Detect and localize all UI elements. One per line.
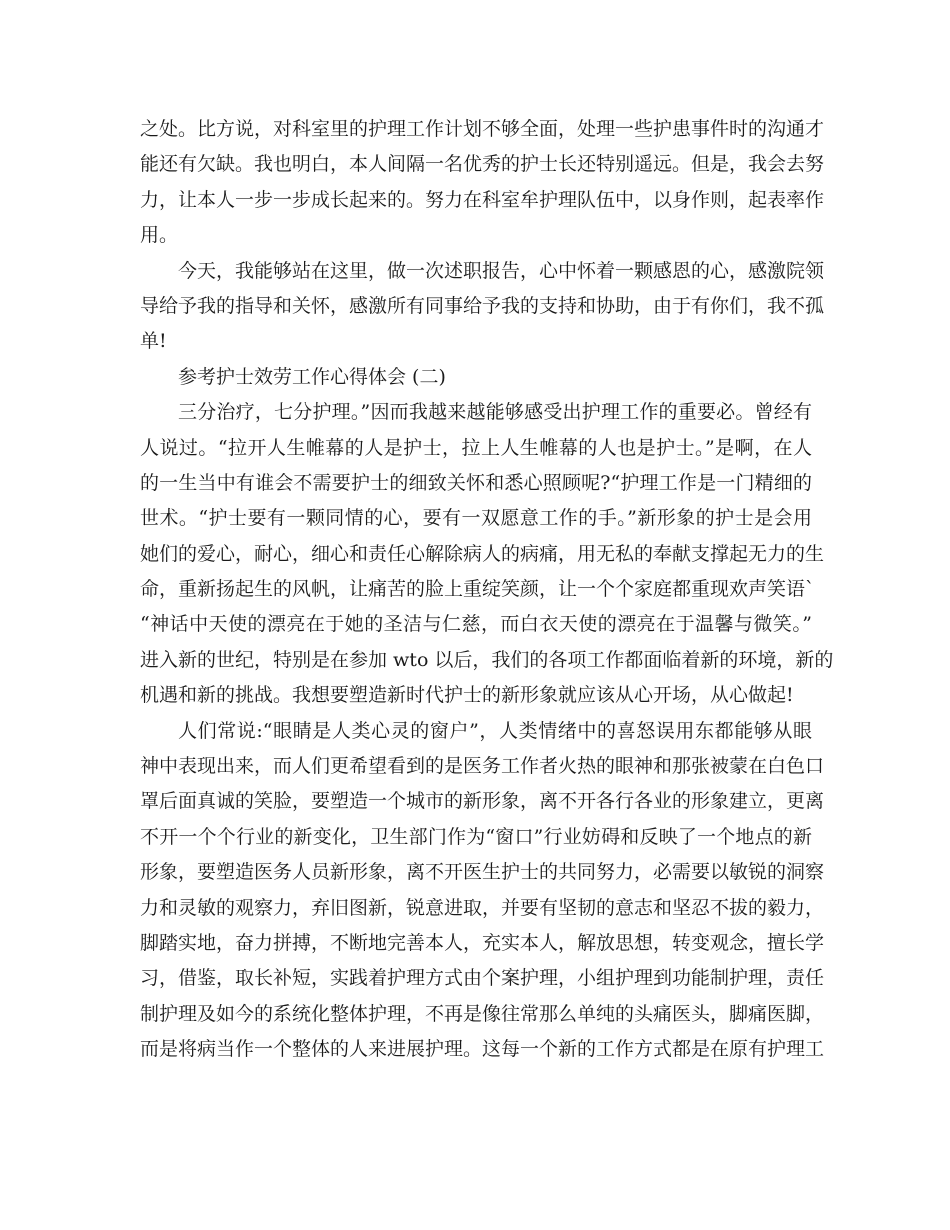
text-line-6: 导给予我的指导和关怀，感激所有同事给予我的支持和协助，由于有你们，我不孤 xyxy=(140,294,825,317)
text-line-4: 用。 xyxy=(140,224,179,247)
text-line-9: 三分治疗，七分护理。”因而我越来越能够感受出护理工作的重要必。曾经有 xyxy=(178,401,812,424)
text-line-1: 之处。比方说，对科室里的护理工作计划不够全面，处理一些护患事件时的沟通才 xyxy=(140,118,825,140)
text-line-24: 脚踏实地，奋力拼搏，不断地完善本人，充实本人，解放思想，转变观念，擅长学 xyxy=(140,931,825,954)
text-line-5: 今天，我能够站在这里，做一次述职报告，心中怀着一颗感恩的心，感激院领 xyxy=(178,259,825,282)
text-line-25: 习，借鉴，取长补短，实践着护理方式由个案护理，小组护理到功能制护理，责任 xyxy=(140,967,825,990)
section-heading: 参考护士效劳工作心得体会 (二) xyxy=(178,365,446,388)
text-line-16: 进入新的世纪，特别是在参加 wto 以后，我们的各项工作都面临着新的环境，新的 xyxy=(140,648,834,671)
text-line-11: 的一生当中有谁会不需要护士的细致关怀和悉心照顾呢?“护理工作是一门精细的 xyxy=(140,471,812,494)
text-line-12: 世术。“护士要有一颗同情的心，要有一双愿意工作的手。”新形象的护士是会用 xyxy=(140,507,812,530)
text-line-10: 人说过。“拉开人生帷幕的人是护士，拉上人生帷幕的人也是护士。”是啊，在人 xyxy=(140,436,812,459)
text-line-23: 力和灵敏的观察力，弃旧图新，锐意进取，并要有坚韧的意志和坚忍不拔的毅力， xyxy=(140,896,825,919)
text-line-3: 力，让本人一步一步成长起来的。努力在科室牟护理队伍中，以身作则，起表率作 xyxy=(140,188,825,211)
text-line-13: 她们的爱心，耐心，细心和责任心解除病人的病痛，用无私的奉献支撑起无力的生 xyxy=(140,542,825,565)
text-line-18: 人们常说:“眼睛是人类心灵的窗户”，人类情绪中的喜怒误用东都能够从眼 xyxy=(178,719,812,742)
text-line-7: 单! xyxy=(140,330,167,353)
text-line-22: 形象，要塑造医务人员新形象，离不开医生护士的共同努力，必需要以敏锐的洞察 xyxy=(140,861,825,884)
text-line-21: 不开一个个行业的新变化，卫生部门作为“窗口”行业妨碍和反映了一个地点的新 xyxy=(140,825,812,848)
text-line-19: 神中表现出来，而人们更希望看到的是医务工作者火热的眼神和那张被蒙在白色口 xyxy=(140,755,825,778)
document-body xyxy=(140,112,834,1068)
text-line-20: 罩后面真诚的笑脸，要塑造一个城市的新形象，离不开各行各业的形象建立，更离 xyxy=(140,790,825,813)
text-line-14: 命，重新扬起生的风帆，让痛苦的脸上重绽笑颜，让一个个家庭都重现欢声笑语` xyxy=(140,578,815,601)
text-line-15: “神话中天使的漂亮在于她的圣洁与仁慈，而白衣天使的漂亮在于温馨与微笑。” xyxy=(140,613,812,636)
text-line-27: 而是将病当作一个整体的人来进展护理。这每一个新的工作方式都是在原有护理工 xyxy=(140,1038,825,1061)
text-line-26: 制护理及如今的系统化整体护理，不再是像往常那么单纯的头痛医头，脚痛医脚， xyxy=(140,1002,825,1025)
text-line-2: 能还有欠缺。我也明白，本人间隔一名优秀的护士长还特别遥远。但是，我会去努 xyxy=(140,153,825,176)
text-line-17: 机遇和新的挑战。我想要塑造新时代护士的新形象就应该从心开场，从心做起! xyxy=(140,684,794,707)
